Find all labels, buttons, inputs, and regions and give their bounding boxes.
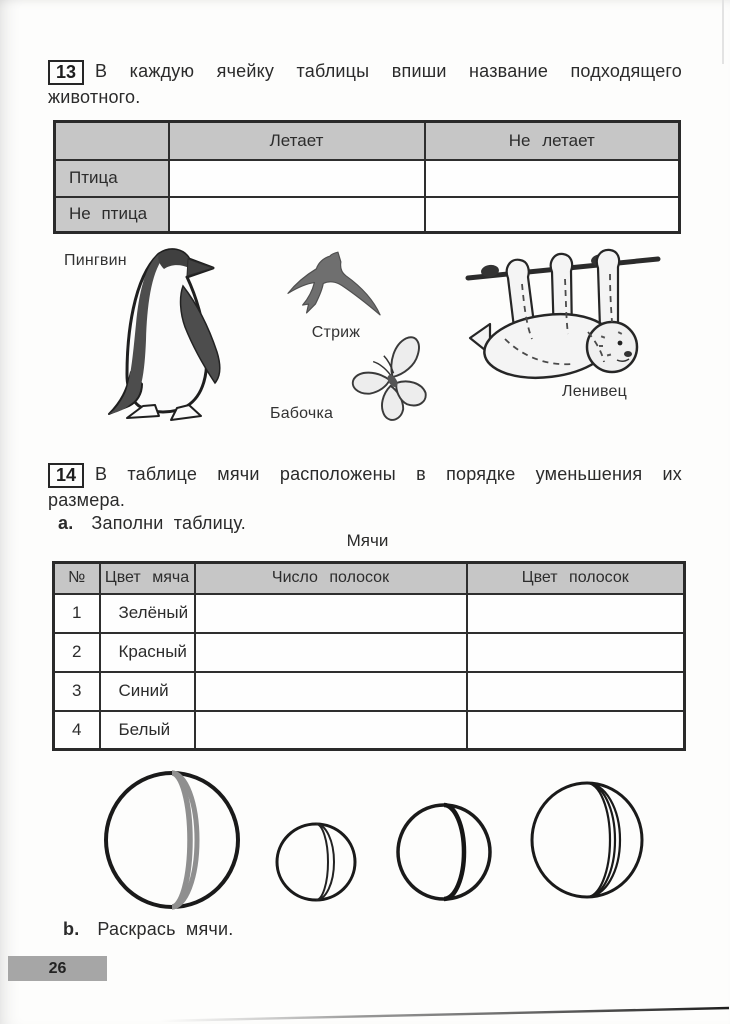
row2-num: 2 [54,633,100,672]
task13-cell-bird-flies[interactable] [169,160,425,197]
task14-table [52,561,686,751]
ball-2 [277,824,355,900]
row2-stripe-count-cell[interactable] [195,633,467,672]
butterfly-illustration [348,333,440,428]
task14-text-line2: размера. [48,490,126,510]
row4-num: 4 [54,711,100,750]
row1-stripe-color-cell[interactable] [467,594,685,633]
task14-header-stripe-count: Число полосок [195,563,467,594]
task14-number-badge: 14 [48,463,84,488]
ball-4 [532,783,642,897]
task13-corner-cell [55,122,169,160]
penguin-label: Пингвин [64,252,127,269]
table-row [54,672,685,711]
task13-table [53,120,681,234]
penguin-illustration [85,244,245,424]
page-number-tab: 26 [8,956,107,981]
butterfly-label: Бабочка [270,405,334,422]
task13-rowlabel-bird: Птица [55,160,169,197]
task14-table-title: Мячи [346,531,389,550]
page-edge-line [0,1000,730,1024]
swift-label: Стриж [311,324,361,341]
part-b-text: Раскрась мячи. [97,919,234,939]
task14-header-ball-color: Цвет мяча [100,563,195,594]
task13-header-not-flies: Не летает [425,122,680,160]
task13-rowlabel-notbird: Не птица [55,197,169,233]
part-a-text: Заполни таблицу. [91,513,246,533]
row1-num: 1 [54,594,100,633]
row3-ball-color: Синий [100,672,195,711]
task14-header-num: № [54,563,100,594]
row1-ball-color: Зелёный [100,594,195,633]
balls-illustration [0,762,730,917]
swift-illustration [286,247,384,321]
row2-stripe-color-cell[interactable] [467,633,685,672]
row4-ball-color: Белый [100,711,195,750]
task13-header-flies: Летает [169,122,425,160]
ball-1 [106,773,238,907]
task13-cell-bird-notflies[interactable] [425,160,680,197]
task14-part-b [63,919,233,940]
row3-stripe-count-cell[interactable] [195,672,467,711]
part-a-letter: a. [58,513,74,533]
row4-stripe-count-cell[interactable] [195,711,467,750]
row2-ball-color: Красный [100,633,195,672]
row3-stripe-color-cell[interactable] [467,672,685,711]
table-row [54,594,685,633]
task13-cell-notbird-flies[interactable] [169,197,425,233]
task13-cell-notbird-notflies[interactable] [425,197,680,233]
task14-header-stripe-color: Цвет полосок [467,563,685,594]
sloth-label: Ленивец [562,383,627,400]
task13-text-line1: В каждую ячейку таблицы впиши название подходящего [95,61,682,81]
part-b-letter: b. [63,919,80,939]
table-row [54,711,685,750]
row4-stripe-color-cell[interactable] [467,711,685,750]
scan-edge-artifact [722,0,724,64]
row1-stripe-count-cell[interactable] [195,594,467,633]
row3-num: 3 [54,672,100,711]
table-row [54,633,685,672]
ball-3 [398,805,490,899]
task14-text-line1: В таблице мячи расположены в порядке уменьшения их [95,464,682,484]
task13-number-badge: 13 [48,60,84,85]
task13-text-line2: животного. [48,87,141,107]
sloth-illustration [460,244,665,394]
